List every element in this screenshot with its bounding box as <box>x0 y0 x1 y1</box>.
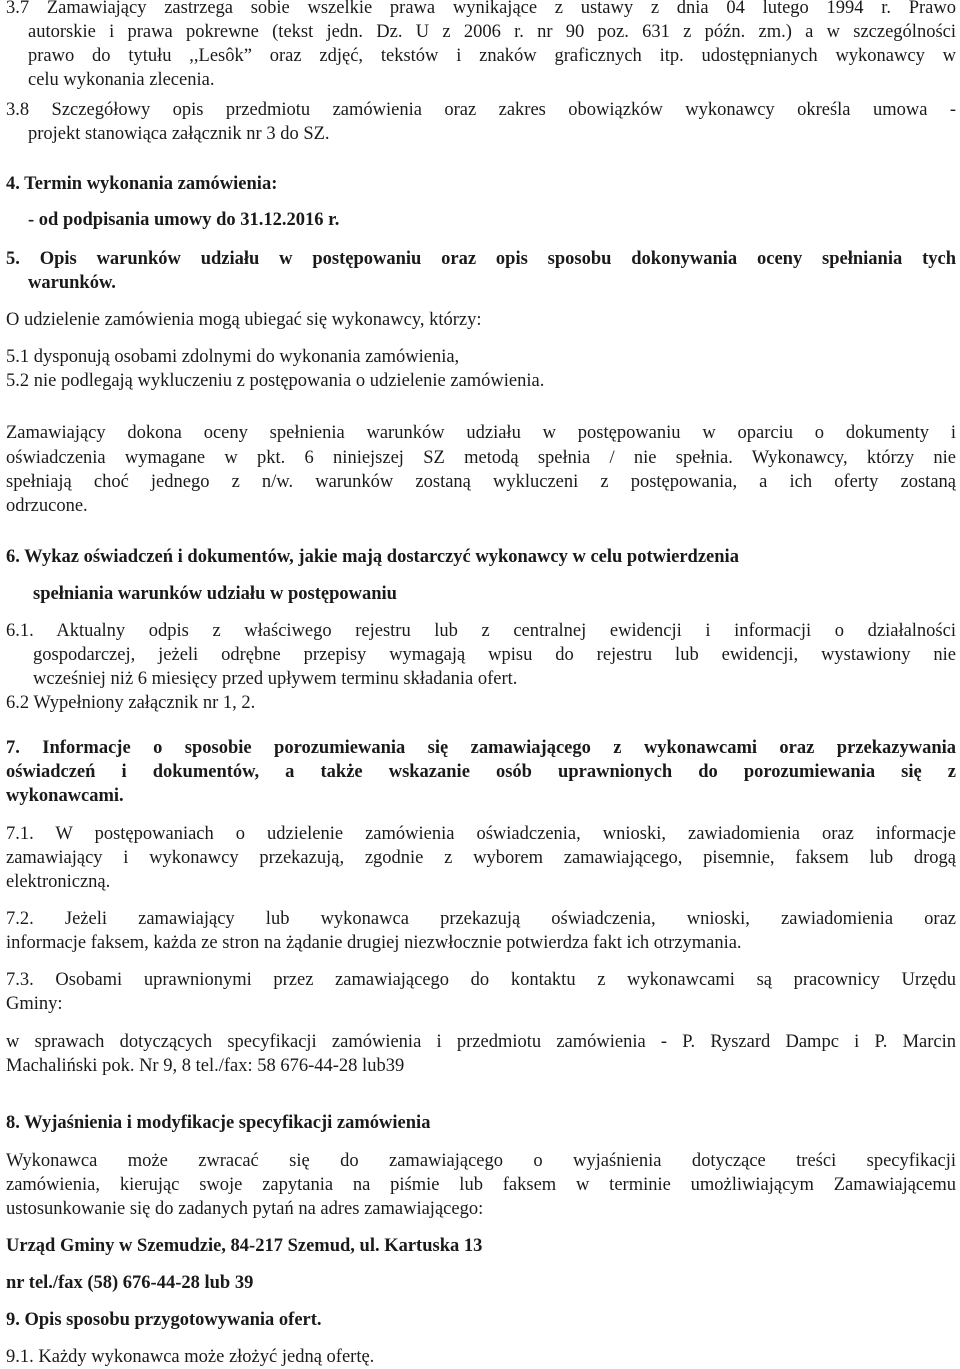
section-6-1-line-1: 6.1. Aktualny odpis z właściwego rejestru lub z centralnej ewidencji i informacji o działalności <box>6 621 956 641</box>
evaluation-paragraph-line-1: Zamawiający dokona oceny spełnienia warunków udziału w postępowaniu w oparciu o dokumenty i <box>6 423 956 443</box>
section-7-2-line-1: 7.2. Jeżeli zamawiający lub wykonawca przekazują oświadczenia, wnioski, zawiadomienia oraz <box>6 909 956 929</box>
section-5-1: 5.1 dysponują osobami zdolnymi do wykonania zamówienia, <box>6 347 460 367</box>
evaluation-paragraph-line-3: spełniają choć jednego z n/w. warunków zostaną wykluczeni z postępowania, a ich oferty zostaną <box>6 472 956 492</box>
section-6-heading-line-1: 6. Wykaz oświadczeń i dokumentów, jakie mają dostarczyć wykonawcy w celu potwierdzenia <box>6 547 739 567</box>
section-7-1-line-2: zamawiający i wykonawcy przekazują, zgodnie z wyborem zamawiającego, pisemnie, faksem lub drogą <box>6 848 956 868</box>
section-6-2: 6.2 Wypełniony załącznik nr 1, 2. <box>6 693 256 713</box>
section-5-heading-line-1: 5. Opis warunków udziału w postępowaniu oraz opis sposobu dokonywania oceny spełniania tych <box>6 249 956 269</box>
section-9-heading: 9. Opis sposobu przygotowywania ofert. <box>6 1310 322 1330</box>
section-3-7-line-3: prawo do tytułu ,,Lesôk” oraz zdjęć, tekstów i znaków graficznych itp. udostępnianych wykonawcy w <box>28 46 956 66</box>
section-7-heading-line-2: oświadczeń i dokumentów, a także wskazanie osób uprawnionych do porozumiewania się z <box>6 762 956 782</box>
section-3-7-line-4: celu wykonania zlecenia. <box>28 70 215 90</box>
section-3-7-line-2: autorskie i prawa pokrewne (tekst jedn. Dz. U z 2006 r. nr 90 poz. 631 z późn. zm.) a w szczególności <box>28 22 956 42</box>
completion-deadline: - od podpisania umowy do 31.12.2016 r. <box>28 210 340 230</box>
section-3-8-line-1: 3.8 Szczegółowy opis przedmiotu zamówienia oraz zakres obowiązków wykonawcy określa umowa - <box>6 100 956 120</box>
section-7-heading-line-3: wykonawcami. <box>6 786 124 806</box>
section-8-heading: 8. Wyjaśnienia i modyfikacje specyfikacji zamówienia <box>6 1113 431 1133</box>
evaluation-paragraph-line-4: odrzucone. <box>6 496 88 516</box>
section-9-1: 9.1. Każdy wykonawca może złożyć jedną ofertę. <box>6 1347 375 1367</box>
section-6-1-line-2: gospodarczej, jeżeli odrębne przepisy wymagają wpisu do rejestru lub ewidencji, wystawiony nie <box>33 645 956 665</box>
section-7-1-line-1: 7.1. W postępowaniach o udzielenie zamówienia oświadczenia, wnioski, zawiadomienia oraz informacje <box>6 824 956 844</box>
section-3-7-line-1: 3.7 Zamawiający zastrzega sobie wszelkie prawa wynikające z ustawy z dnia 04 lutego 1994 r. Prawo <box>6 0 956 18</box>
section-5-2: 5.2 nie podlegają wykluczeniu z postępowania o udzielenie zamówienia. <box>6 371 545 391</box>
section-5-intro: O udzielenie zamówienia mogą ubiegać się wykonawcy, którzy: <box>6 310 482 330</box>
section-8-paragraph-line-3: ustosunkowanie się do zadanych pytań na adres zamawiającego: <box>6 1199 484 1219</box>
section-3-8-line-2: projekt stanowiąca załącznik nr 3 do SZ. <box>28 124 330 144</box>
contact-persons-line-2: Machaliński pok. Nr 9, 8 tel./fax: 58 676-44-28 lub39 <box>6 1056 405 1076</box>
section-4-heading: 4. Termin wykonania zamówienia: <box>6 174 278 194</box>
office-address: Urząd Gminy w Szemudzie, 84-217 Szemud, ul. Kartuska 13 <box>6 1236 483 1256</box>
evaluation-paragraph-line-2: oświadczenia wymagane w pkt. 6 niniejszej SZ metodą spełnia / nie spełnia. Wykonawcy, którzy nie <box>6 448 956 468</box>
section-7-1-line-3: elektroniczną. <box>6 872 111 892</box>
office-phone: nr tel./fax (58) 676-44-28 lub 39 <box>6 1273 254 1293</box>
section-7-3-line-1: 7.3. Osobami uprawnionymi przez zamawiającego do kontaktu z wykonawcami są pracownicy Urzędu <box>6 970 956 990</box>
section-7-2-line-2: informacje faksem, każda ze stron na żądanie drugiej niezwłocznie potwierdza fakt ich otrzymania. <box>6 933 742 953</box>
section-6-1-line-3: wcześniej niż 6 miesięcy przed upływem terminu składania ofert. <box>33 669 518 689</box>
section-8-paragraph-line-2: zamówienia, kierując swoje zapytania na piśmie lub faksem w terminie umożliwiającym Zamawiającemu <box>6 1175 956 1195</box>
section-7-heading-line-1: 7. Informacje o sposobie porozumiewania się zamawiającego z wykonawcami oraz przekazywania <box>6 738 956 758</box>
section-5-heading-line-2: warunków. <box>28 273 116 293</box>
contact-persons-line-1: w sprawach dotyczących specyfikacji zamówienia i przedmiotu zamówienia - P. Ryszard Dampc i P. Marcin <box>6 1032 956 1052</box>
section-8-paragraph-line-1: Wykonawca może zwracać się do zamawiającego o wyjaśnienia dotyczące treści specyfikacji <box>6 1151 956 1171</box>
section-7-3-line-2: Gminy: <box>6 994 63 1014</box>
section-6-heading-line-2: spełniania warunków udziału w postępowaniu <box>33 584 397 604</box>
